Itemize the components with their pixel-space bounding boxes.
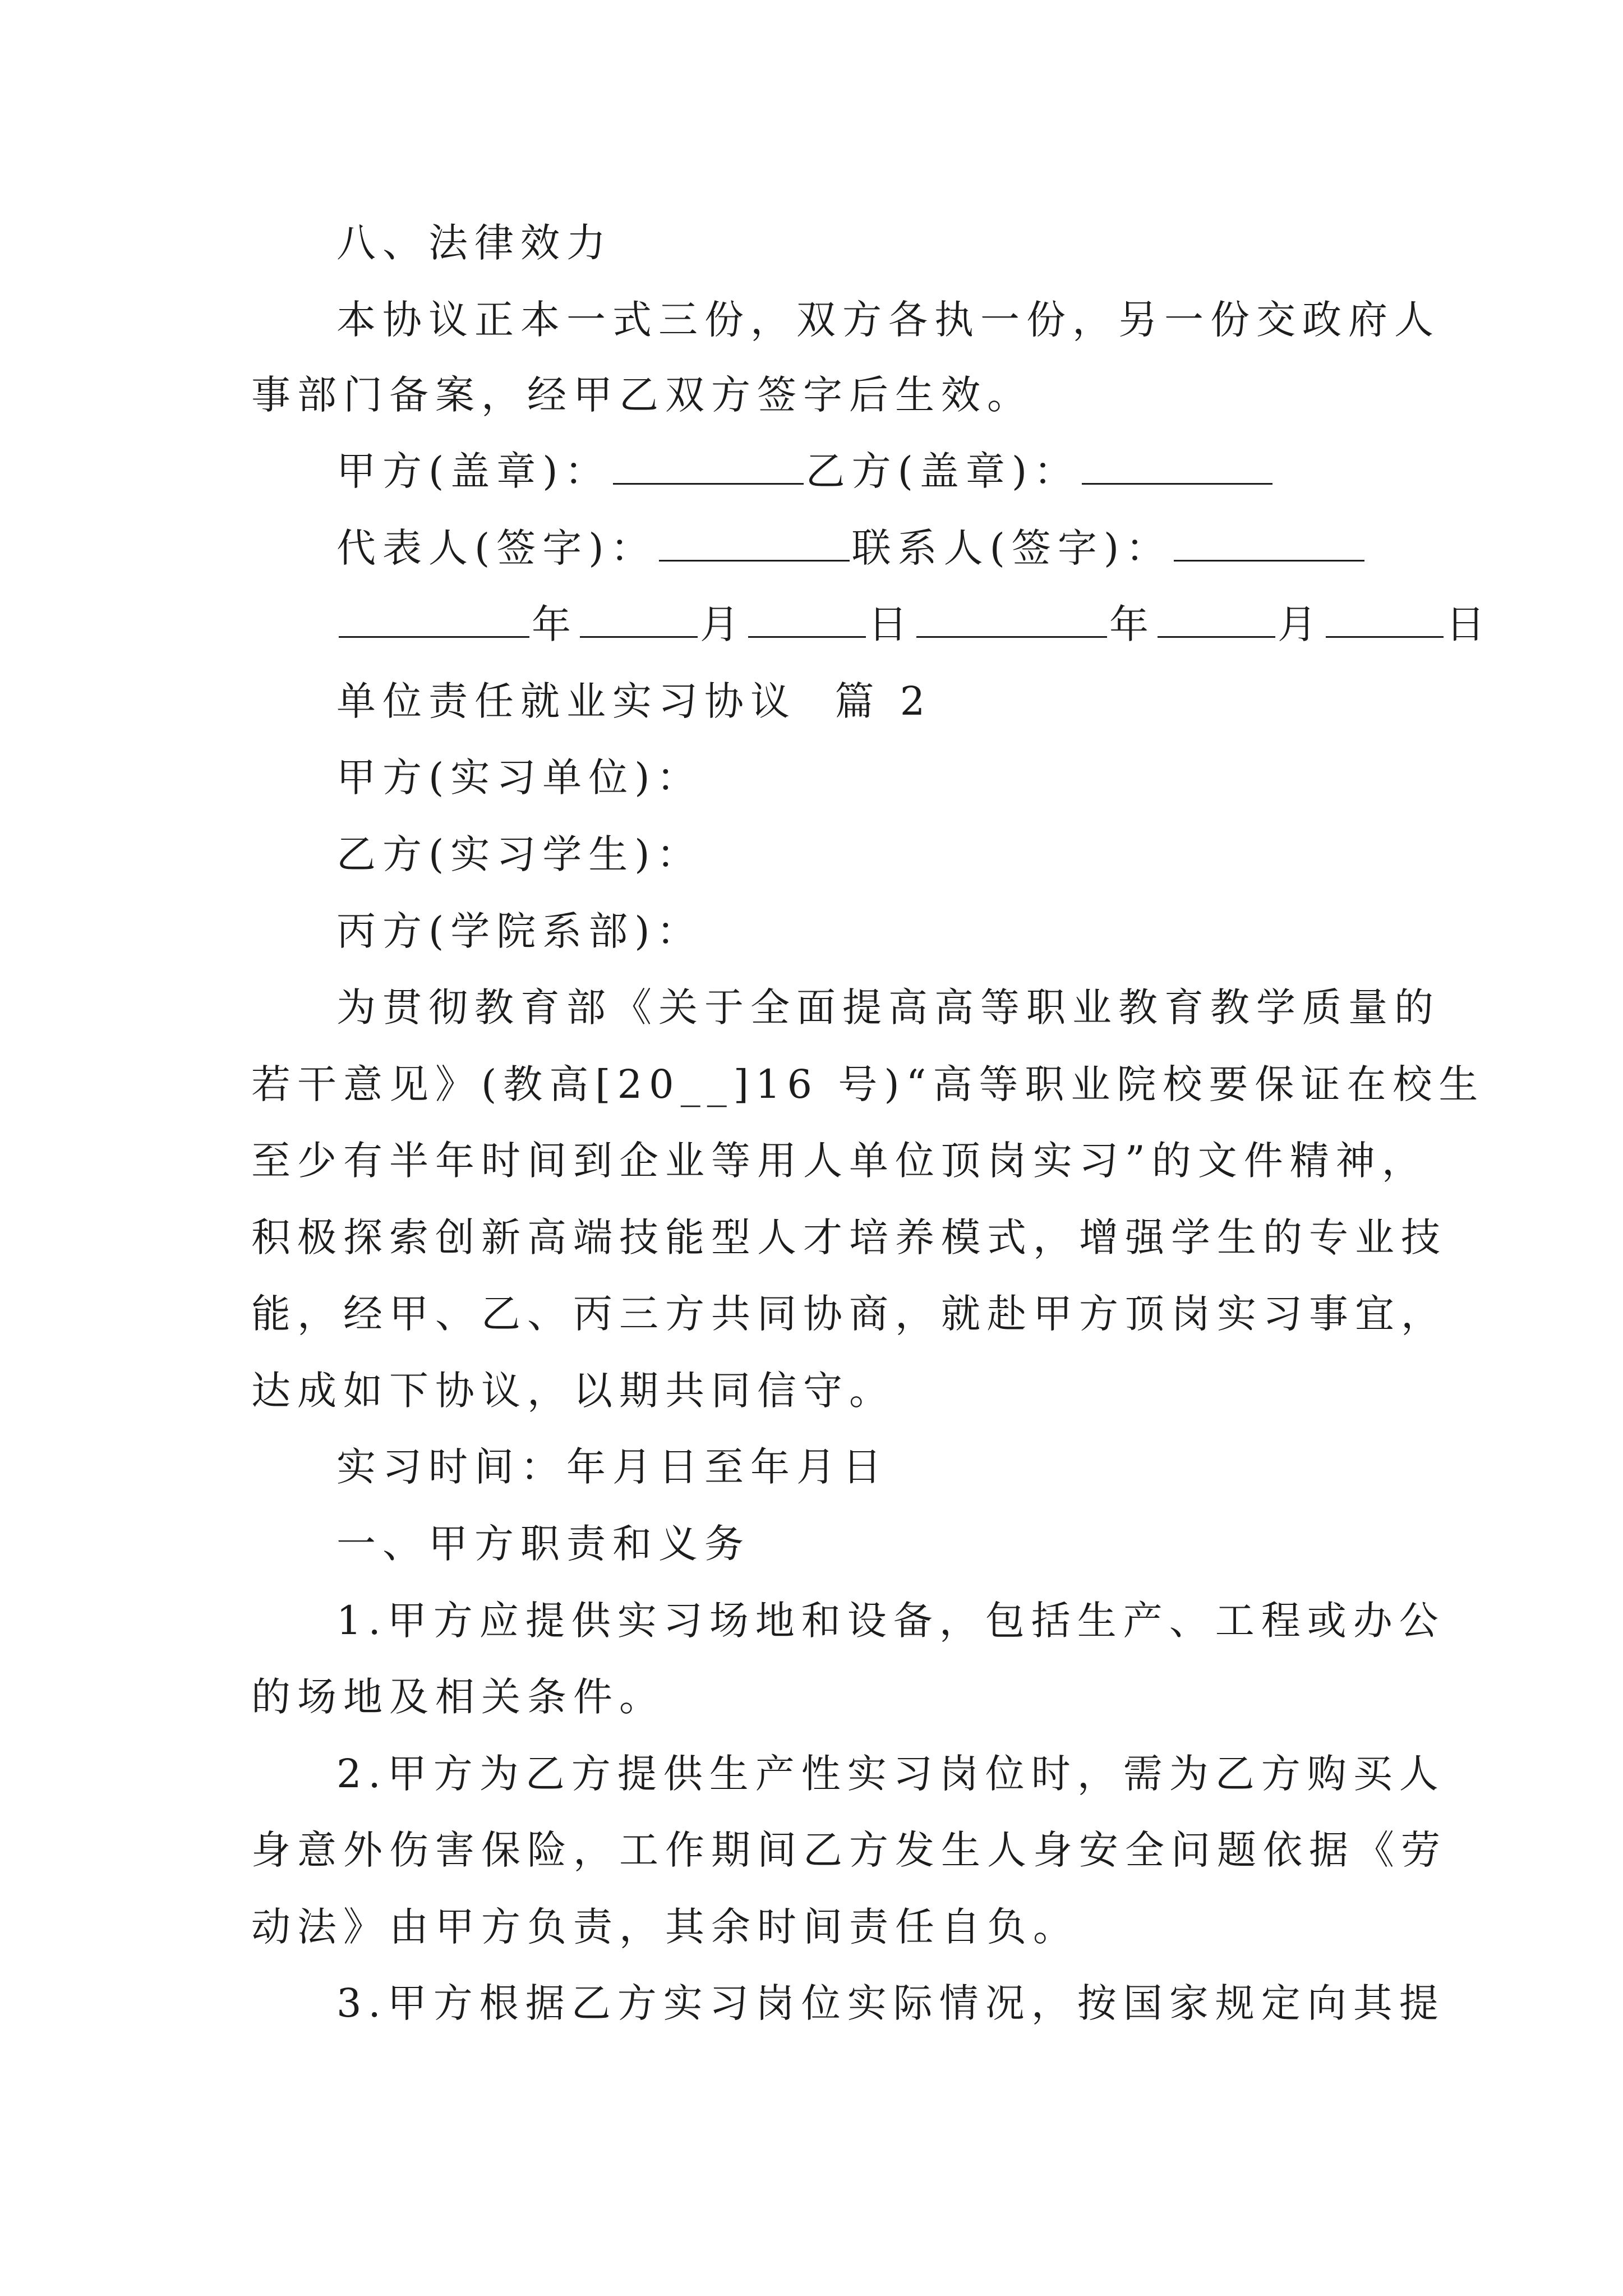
internship-period: 实习时间：年月日至年月日 bbox=[336, 1444, 888, 1490]
paragraph-line: 至少有半年时间到企业等用人单位顶岗实习”的文件精神， bbox=[251, 1138, 1428, 1184]
date-row bbox=[336, 602, 1492, 647]
list-item-line: 1.甲方应提供实习场地和设备，包括生产、工程或办公 bbox=[336, 1598, 1445, 1644]
list-item-line: 身意外伤害保险，工作期间乙方发生人身安全问题依据《劳 bbox=[251, 1827, 1447, 1873]
party-a-seal-label: 甲方(盖章)： bbox=[336, 448, 611, 494]
agreement-heading: 单位责任就业实习协议 篇 2 bbox=[336, 678, 932, 724]
date-month-blank bbox=[580, 604, 698, 638]
party-b-seal-blank bbox=[1082, 450, 1272, 485]
contact-label: 联系人(签字)： bbox=[851, 525, 1172, 571]
party-b-seal-label: 乙方(盖章)： bbox=[805, 448, 1080, 494]
representative-blank bbox=[659, 527, 850, 562]
paragraph-line: 积极探索创新高端技能型人才培养模式，增强学生的专业技 bbox=[251, 1214, 1447, 1260]
paragraph-line: 本协议正本一式三份，双方各执一份，另一份交政府人 bbox=[336, 297, 1440, 343]
date-day-blank-2 bbox=[1326, 604, 1444, 638]
representative-label: 代表人(签字)： bbox=[336, 525, 657, 571]
party-a-seal-blank bbox=[613, 450, 804, 485]
list-item-line: 的场地及相关条件。 bbox=[251, 1674, 665, 1720]
date-day-label: 日 bbox=[868, 601, 914, 647]
list-item-line: 2.甲方为乙方提供生产性实习岗位时，需为乙方购买人 bbox=[336, 1751, 1445, 1797]
section-8-title: 八、法律效力 bbox=[336, 220, 612, 266]
signature-row-sign bbox=[336, 526, 1367, 570]
paragraph-line: 能，经甲、乙、丙三方共同协商，就赴甲方顶岗实习事宜， bbox=[251, 1291, 1447, 1337]
paragraph-line: 为贯彻教育部《关于全面提高高等职业教育教学质量的 bbox=[336, 984, 1440, 1030]
party-b-line: 乙方(实习学生)： bbox=[336, 831, 703, 877]
date-month-label-2: 月 bbox=[1278, 601, 1324, 647]
date-month-label: 月 bbox=[700, 601, 746, 647]
date-month-blank-2 bbox=[1158, 604, 1275, 638]
date-year-blank-2 bbox=[916, 604, 1107, 638]
list-item-line: 动法》由甲方负责，其余时间责任自负。 bbox=[251, 1904, 1079, 1950]
signature-row-seal bbox=[336, 449, 1275, 494]
section-1-title: 一、甲方职责和义务 bbox=[336, 1521, 750, 1567]
paragraph-line: 若干意见》(教高[20__]16 号)“高等职业院校要保证在校生 bbox=[251, 1061, 1485, 1107]
paragraph-line: 事部门备案，经甲乙双方签字后生效。 bbox=[251, 372, 1033, 418]
party-a-line: 甲方(实习单位)： bbox=[336, 754, 703, 800]
date-day-label-2: 日 bbox=[1446, 601, 1492, 647]
list-item-line: 3.甲方根据乙方实习岗位实际情况，按国家规定向其提 bbox=[336, 1980, 1445, 2026]
date-year-blank bbox=[339, 604, 529, 638]
date-year-label-2: 年 bbox=[1109, 601, 1155, 647]
contact-blank bbox=[1174, 527, 1364, 562]
paragraph-line: 达成如下协议，以期共同信守。 bbox=[251, 1368, 895, 1414]
party-c-line: 丙方(学院系部)： bbox=[336, 908, 703, 954]
date-year-label: 年 bbox=[532, 601, 578, 647]
date-day-blank bbox=[748, 604, 866, 638]
